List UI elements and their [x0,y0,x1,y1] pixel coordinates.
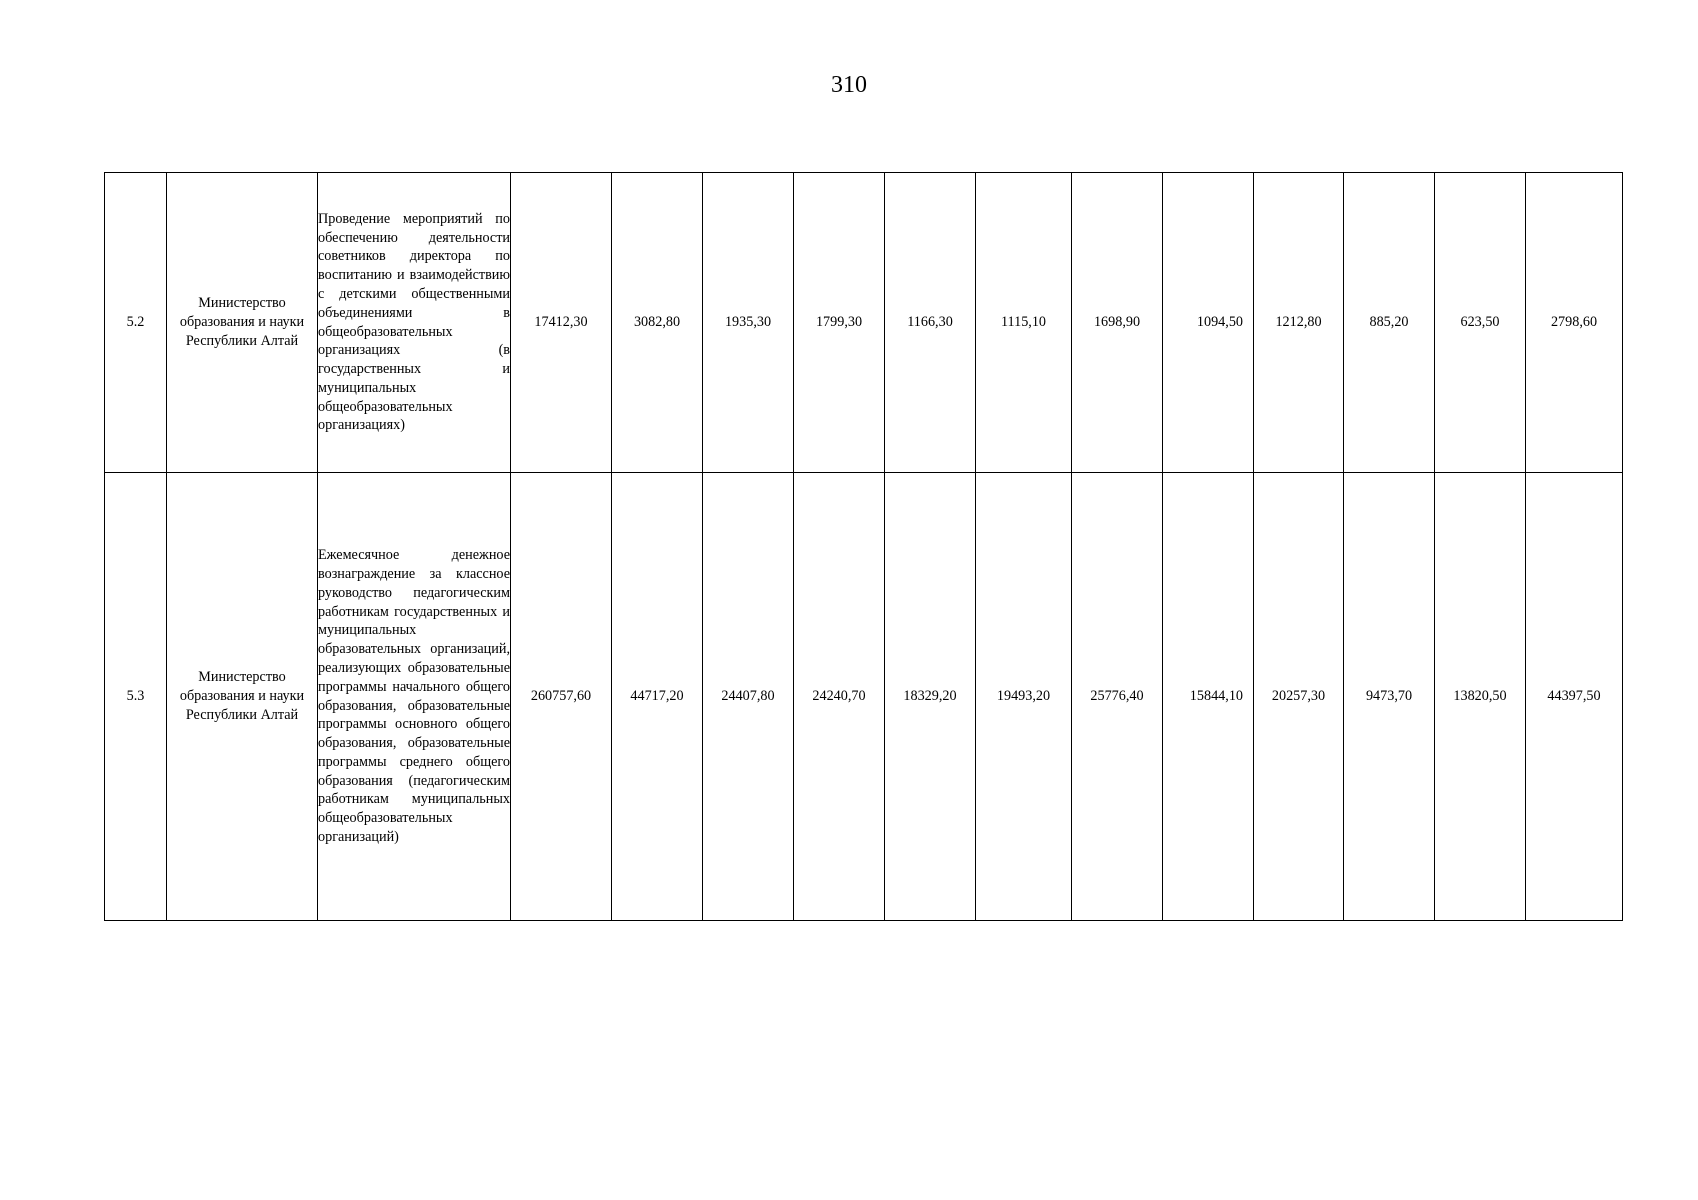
value-cell: 2798,60 [1526,173,1623,473]
data-table [104,172,1623,921]
value-cell: 1698,90 [1072,173,1163,473]
value-cell: 260757,60 [511,473,612,921]
value-cell: 20257,30 [1254,473,1344,921]
value-cell: 24240,70 [794,473,885,921]
value-cell: 1166,30 [885,173,976,473]
value-cell: 9473,70 [1344,473,1435,921]
value-cell: 19493,20 [976,473,1072,921]
value-cell: 3082,80 [612,173,703,473]
value-cell: 623,50 [1435,173,1526,473]
table-row [105,173,1623,473]
value-cell: 13820,50 [1435,473,1526,921]
value-cell: 17412,30 [511,173,612,473]
organization-cell: Министерство образования и науки Республики Алтай [167,173,318,473]
value-cell: 1094,50 [1163,173,1254,473]
value-cell: 44397,50 [1526,473,1623,921]
value-cell: 1799,30 [794,173,885,473]
row-number: 5.2 [105,173,167,473]
value-cell: 15844,10 [1163,473,1254,921]
description-cell: Проведение мероприятий по обеспечению деятельности советников директора по воспитанию и взаимодействию с детскими общественными объединениями в общеобразовательных организациях (в государственных и муниципальных общеобразовательных организациях) [318,173,511,473]
page-number: 310 [831,72,867,98]
value-cell: 18329,20 [885,473,976,921]
value-cell: 44717,20 [612,473,703,921]
value-cell: 24407,80 [703,473,794,921]
description-cell: Ежемесячное денежное вознаграждение за классное руководство педагогическим работникам государственных и муниципальных образовательных организаций, реализующих образовательные программы начального общего образования, образовательные программы основного общего образования, образовательные программы среднего общего образования (педагогическим работникам муниципальных общеобразовательных организаций) [318,473,511,921]
organization-cell: Министерство образования и науки Республики Алтай [167,473,318,921]
value-cell: 885,20 [1344,173,1435,473]
value-cell: 1212,80 [1254,173,1344,473]
value-cell: 1115,10 [976,173,1072,473]
row-number: 5.3 [105,473,167,921]
value-cell: 1935,30 [703,173,794,473]
table-row [105,473,1623,921]
value-cell: 25776,40 [1072,473,1163,921]
